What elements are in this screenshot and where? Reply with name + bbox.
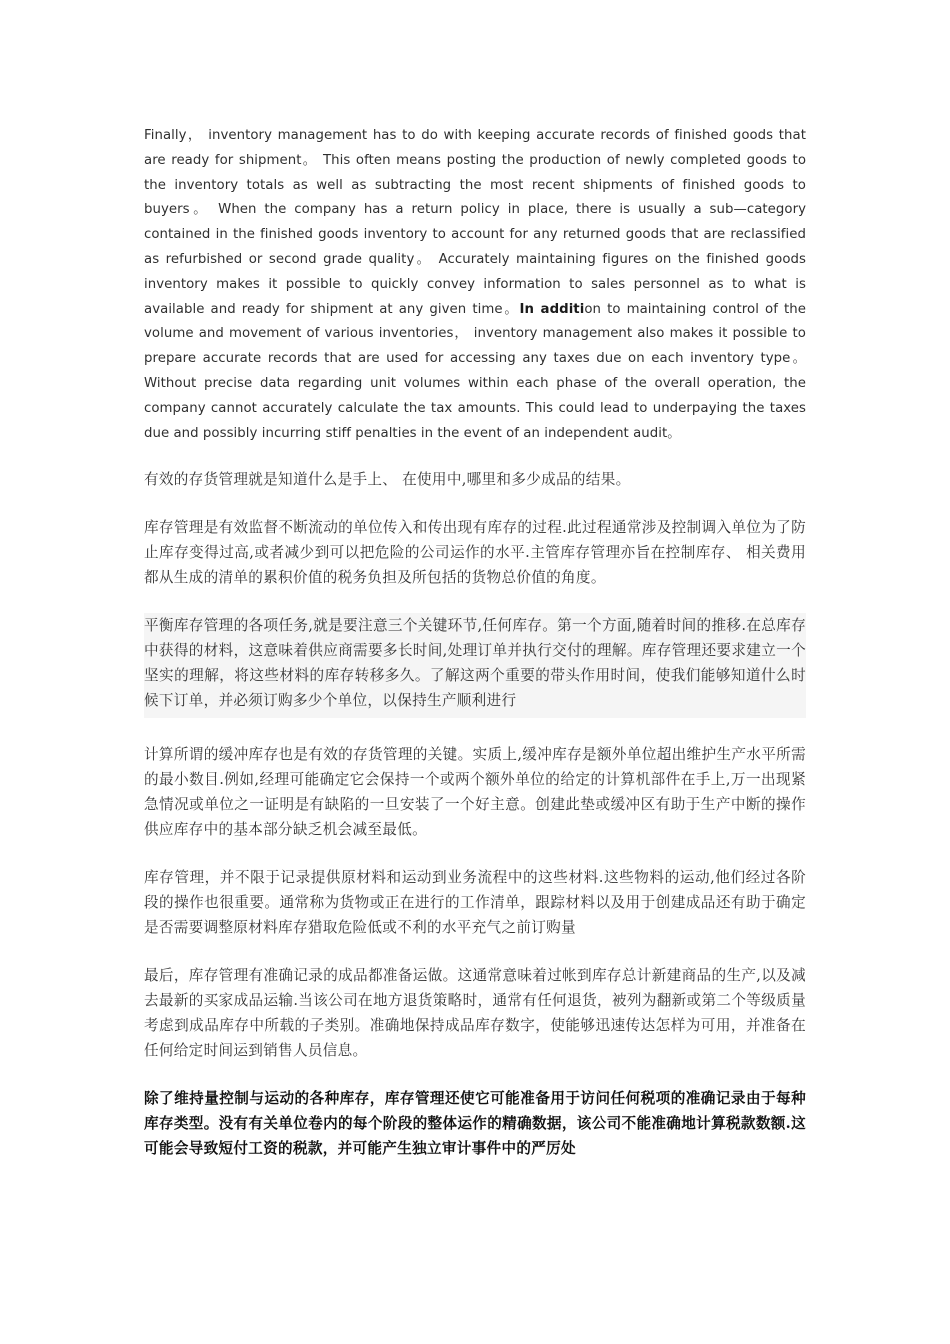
chinese-paragraph-definition: 库存管理是有效监督不断流动的单位传入和传出现有库存的过程.此过程通常涉及控制调入单位为了防止库存变得过高,或者减少到可以把危险的公司运作的水平.主管库存管理亦旨在控制库存、 相关费用都从生成的清单的累积价值的税务负担及所包括的货物总价值的角度。 xyxy=(144,519,806,587)
chinese-paragraph-taxes: 除了维持量控制与运动的各种库存，库存管理还使它可能准备用于访问任何税项的准确记录由于每种库存类型。没有有关单位卷内的每个阶段的整体运作的精确数据，该公司不能准确地计算税款数额.这可能会导致短付工资的税款，并可能产生独立审计事件中的严厉处 xyxy=(144,1090,806,1158)
english-paragraph xyxy=(144,124,806,446)
chinese-summary-paragraph: 有效的存货管理就是知道什么是手上、 在使用中,哪里和多少成品的结果。 xyxy=(144,471,631,489)
english-paragraph-text-2: on to maintaining control of the volume and movement of various inventories， inventory management also makes it possible to prepare accurate records that are used for accessing any taxes due on each inventory type。 Without precise data regarding unit volumes within each phase of the overall operation, the company cannot accurately calculate the tax amounts. This could lead to underpaying the taxes due and possibly incurring stiff penalties in the event of an independent audit。 xyxy=(144,301,806,441)
chinese-paragraph-finished-goods: 最后，库存管理有准确记录的成品都准备运做。这通常意味着过帐到库存总计新建商品的生产,以及减去最新的买家成品运输.当该公司在地方退货策略时，通常有任何退货，被列为翻新或第二个等级质量考虑到成品库存中所载的子类别。准确地保持成品库存数字，使能够迅速传达怎样为可用，并准备在任何给定时间运到销售人员信息。 xyxy=(144,967,806,1060)
english-paragraph-text-1: Finally， inventory management has to do with keeping accurate records of finished goods that are ready for shipment。 This often means posting the production of newly completed goods to the inventory totals as well as subtracting the most recent shipments of finished goods to buyers。 When the company has a return policy in place, there is usually a sub—category contained in the finished goods inventory to account for any returned goods that are reclassified as refurbished or second grade quality。 Accurately maintaining figures on the finished goods inventory makes it possible to quickly convey information to sales personnel as to what is available and ready for shipment at any given time。 xyxy=(144,128,806,317)
chinese-paragraph-work-in-progress: 库存管理，并不限于记录提供原材料和运动到业务流程中的这些材料.这些物料的运动,他们经过各阶段的操作也很重要。通常称为货物或正在进行的工作清单，跟踪材料以及用于创建成品还有助于确定是否需要调整原材料库存猎取危险低或不利的水平充气之前订购量 xyxy=(144,869,806,937)
document-page xyxy=(144,124,806,1184)
chinese-paragraph-buffer-stock: 计算所谓的缓冲库存也是有效的存货管理的关键。实质上,缓冲库存是额外单位超出维护生产水平所需的最小数目.例如,经理可能确定它会保持一个或两个额外单位的给定的计算机部件在手上,万一出现紧急情况或单位之一证明是有缺陷的一旦安装了一个好主意。创建此垫或缓冲区有助于生产中断的操作供应库存中的基本部分缺乏机会减至最低。 xyxy=(144,746,806,839)
bold-fragment: In additi xyxy=(519,301,585,317)
chinese-paragraph-lead-time: 平衡库存管理的各项任务,就是要注意三个关键环节,任何库存。第一个方面,随着时间的推移.在总库存中获得的材料，这意味着供应商需要多长时间,处理订单并执行交付的理解。库存管理还要求建立一个坚实的理解，将这些材料的库存转移多久。了解这两个重要的带头作用时间，使我们能够知道什么时候下订单，并必须订购多少个单位，以保持生产顺利进行 xyxy=(144,613,806,718)
